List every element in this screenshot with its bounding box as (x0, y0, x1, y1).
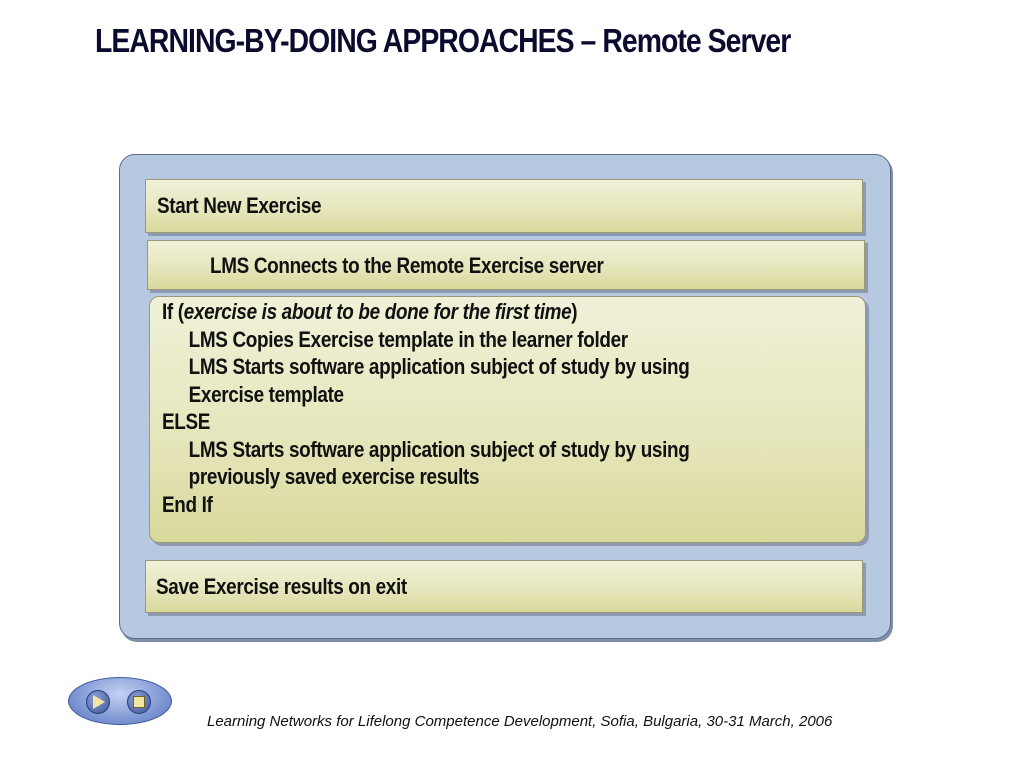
slide-title: LEARNING-BY-DOING APPROACHES – Remote Server (95, 22, 791, 59)
else-line: previously saved exercise results (188, 464, 480, 489)
connect-server-box (147, 240, 865, 290)
stop-icon (133, 696, 145, 708)
start-exercise-box (145, 179, 863, 233)
conditional-logic-text (162, 298, 689, 518)
end-if-keyword: End If (162, 491, 213, 517)
if-line (162, 298, 689, 326)
connect-server-label: LMS Connects to the Remote Exercise server (210, 253, 604, 278)
if-condition: exercise is about to be done for the first time (183, 299, 572, 324)
if-keyword: If ( (162, 299, 184, 324)
else-line: LMS Starts software application subject of study by using (188, 436, 690, 462)
play-button[interactable] (86, 690, 110, 714)
play-icon (93, 695, 105, 709)
navigation-oval (68, 677, 172, 725)
start-exercise-label: Start New Exercise (157, 193, 322, 218)
footer-text: Learning Networks for Lifelong Competence Development, Sofia, Bulgaria, 30-31 March, 2006 (207, 713, 833, 730)
then-line: LMS Starts software application subject of study by using (188, 354, 690, 379)
else-keyword: ELSE (162, 409, 211, 434)
stop-button[interactable] (127, 690, 151, 714)
then-line: LMS Copies Exercise template in the learner folder (188, 326, 628, 352)
conditional-logic-box (149, 296, 866, 543)
then-line: Exercise template (188, 381, 344, 407)
if-close: ) (571, 299, 578, 324)
save-results-box (145, 560, 863, 613)
save-results-label: Save Exercise results on exit (156, 574, 407, 599)
